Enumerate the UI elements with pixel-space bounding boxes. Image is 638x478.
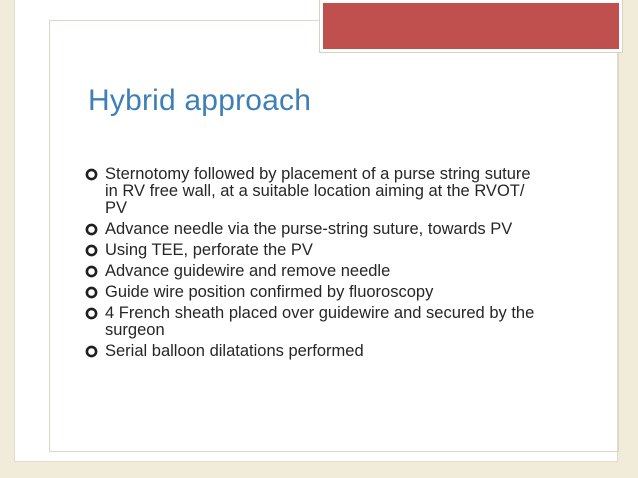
accent-bar [320, 0, 622, 52]
bullet-text: Sternotomy followed by placement of a purse string suture in RV free wall, at a suitable location aiming at the RVOT/ PV [105, 165, 531, 217]
bullet-text: Advance guidewire and remove needle [105, 262, 391, 280]
list-item [85, 221, 545, 238]
bullet-ring-icon [85, 168, 98, 181]
list-item [85, 343, 545, 360]
bullet-ring-icon [85, 286, 98, 299]
bullet-ring-icon [85, 244, 98, 257]
bullet-text: Advance needle via the purse-string suture, towards PV [105, 220, 513, 238]
list-item [85, 263, 545, 280]
bullet-ring-icon [85, 265, 98, 278]
bullet-list [85, 166, 545, 364]
list-item [85, 284, 545, 301]
bullet-text: Serial balloon dilatations performed [105, 342, 364, 360]
bullet-ring-icon [85, 307, 98, 320]
bullet-ring-icon [85, 345, 98, 358]
list-item [85, 166, 545, 217]
list-item [85, 242, 545, 259]
bullet-text: Guide wire position confirmed by fluoroscopy [105, 283, 434, 301]
slide-title: Hybrid approach [88, 84, 312, 117]
bullet-text: Using TEE, perforate the PV [105, 241, 313, 259]
bullet-text: 4 French sheath placed over guidewire and secured by the surgeon [105, 304, 535, 339]
list-item [85, 305, 545, 339]
bullet-ring-icon [85, 223, 98, 236]
